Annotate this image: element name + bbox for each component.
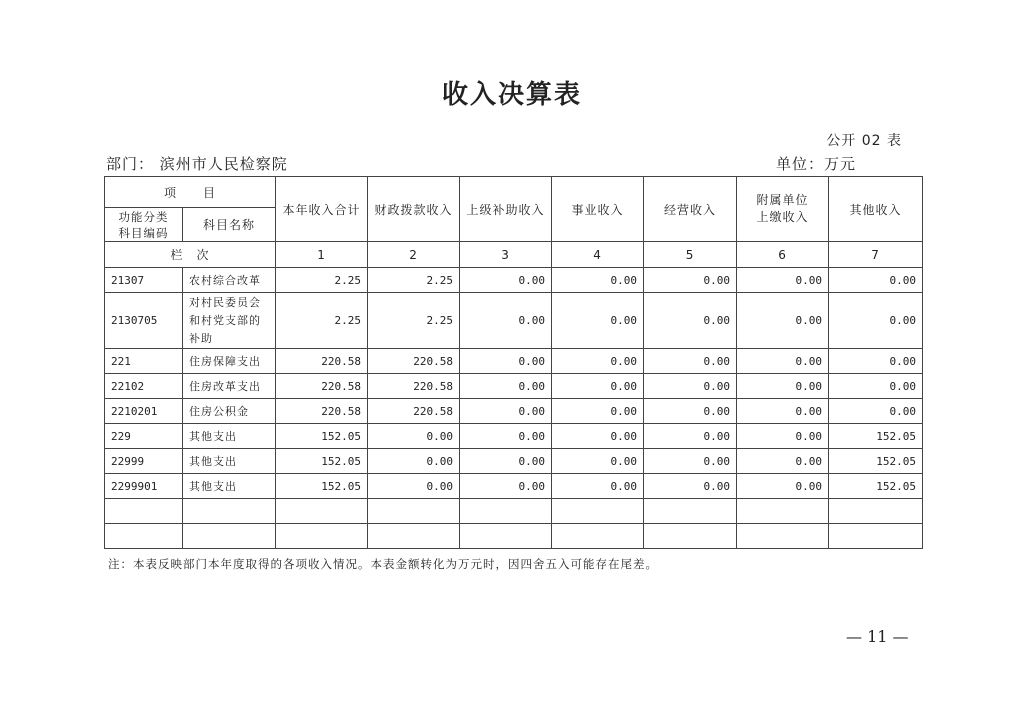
row-value: 0.00 bbox=[737, 424, 829, 449]
empty-row bbox=[105, 524, 923, 549]
empty-cell bbox=[368, 524, 460, 549]
row-value: 2.25 bbox=[368, 293, 460, 349]
empty-cell bbox=[829, 524, 923, 549]
header-lanci: 栏 次 bbox=[105, 242, 276, 268]
row-code: 2130705 bbox=[105, 293, 183, 349]
row-value: 220.58 bbox=[368, 349, 460, 374]
row-value: 2.25 bbox=[276, 293, 368, 349]
header-col-3: 上级补助收入 bbox=[460, 177, 552, 242]
col-num-5: 5 bbox=[644, 242, 737, 268]
empty-cell bbox=[183, 524, 276, 549]
header-col-5: 经营收入 bbox=[644, 177, 737, 242]
header-name: 科目名称 bbox=[183, 208, 276, 242]
footnote: 注：本表反映部门本年度取得的各项收入情况。本表金额转化为万元时，因四舍五入可能存在尾差。 bbox=[108, 557, 658, 571]
row-value: 0.00 bbox=[552, 424, 644, 449]
empty-cell bbox=[460, 499, 552, 524]
table-row bbox=[105, 268, 923, 293]
row-value: 0.00 bbox=[460, 268, 552, 293]
header-col-7: 其他收入 bbox=[829, 177, 923, 242]
table-row bbox=[105, 424, 923, 449]
table-row bbox=[105, 374, 923, 399]
row-value: 220.58 bbox=[276, 399, 368, 424]
row-code: 229 bbox=[105, 424, 183, 449]
row-value: 152.05 bbox=[829, 474, 923, 499]
header-col-6: 附属单位上缴收入 bbox=[737, 177, 829, 242]
empty-cell bbox=[460, 524, 552, 549]
row-name: 农村综合改革 bbox=[183, 268, 276, 293]
row-value: 0.00 bbox=[829, 293, 923, 349]
empty-cell bbox=[276, 499, 368, 524]
col-num-7: 7 bbox=[829, 242, 923, 268]
row-value: 152.05 bbox=[829, 424, 923, 449]
department-line bbox=[106, 153, 288, 174]
row-value: 0.00 bbox=[737, 268, 829, 293]
table-row bbox=[105, 293, 923, 349]
row-code: 2210201 bbox=[105, 399, 183, 424]
row-value: 220.58 bbox=[368, 399, 460, 424]
table-row bbox=[105, 399, 923, 424]
form-number: 公开 02 表 bbox=[826, 133, 902, 149]
empty-cell bbox=[644, 524, 737, 549]
income-table bbox=[104, 176, 923, 549]
empty-cell bbox=[368, 499, 460, 524]
row-value: 0.00 bbox=[737, 449, 829, 474]
row-name: 其他支出 bbox=[183, 424, 276, 449]
row-value: 0.00 bbox=[644, 374, 737, 399]
row-name: 住房公积金 bbox=[183, 399, 276, 424]
col-num-6: 6 bbox=[737, 242, 829, 268]
row-value: 0.00 bbox=[552, 349, 644, 374]
row-value: 0.00 bbox=[829, 349, 923, 374]
row-value: 220.58 bbox=[368, 374, 460, 399]
row-value: 220.58 bbox=[276, 349, 368, 374]
row-name: 其他支出 bbox=[183, 449, 276, 474]
row-value: 0.00 bbox=[460, 399, 552, 424]
empty-cell bbox=[552, 499, 644, 524]
row-value: 0.00 bbox=[829, 399, 923, 424]
department-name: 滨州市人民检察院 bbox=[159, 155, 288, 173]
header-col-1: 本年收入合计 bbox=[276, 177, 368, 242]
row-value: 0.00 bbox=[368, 424, 460, 449]
empty-cell bbox=[737, 524, 829, 549]
row-value: 0.00 bbox=[737, 374, 829, 399]
row-value: 0.00 bbox=[644, 474, 737, 499]
row-value: 0.00 bbox=[552, 374, 644, 399]
row-value: 0.00 bbox=[368, 474, 460, 499]
row-value: 152.05 bbox=[276, 449, 368, 474]
row-value: 0.00 bbox=[644, 399, 737, 424]
table-row bbox=[105, 449, 923, 474]
row-value: 2.25 bbox=[276, 268, 368, 293]
row-value: 0.00 bbox=[552, 293, 644, 349]
row-value: 0.00 bbox=[460, 293, 552, 349]
row-code: 2299901 bbox=[105, 474, 183, 499]
row-name: 住房保障支出 bbox=[183, 349, 276, 374]
row-name: 对村民委员会和村党支部的补助 bbox=[183, 293, 276, 349]
empty-cell bbox=[183, 499, 276, 524]
row-value: 0.00 bbox=[552, 268, 644, 293]
row-value: 0.00 bbox=[460, 374, 552, 399]
row-value: 0.00 bbox=[644, 293, 737, 349]
col-num-3: 3 bbox=[460, 242, 552, 268]
col-num-2: 2 bbox=[368, 242, 460, 268]
unit-label: 单位：万元 bbox=[776, 155, 857, 173]
row-value: 0.00 bbox=[737, 293, 829, 349]
row-value: 0.00 bbox=[644, 449, 737, 474]
table-row bbox=[105, 474, 923, 499]
table-row bbox=[105, 349, 923, 374]
empty-cell bbox=[552, 524, 644, 549]
row-value: 0.00 bbox=[552, 399, 644, 424]
row-value: 0.00 bbox=[460, 424, 552, 449]
page-title: 收入决算表 bbox=[441, 80, 582, 110]
empty-cell bbox=[737, 499, 829, 524]
row-value: 0.00 bbox=[460, 449, 552, 474]
col-num-4: 4 bbox=[552, 242, 644, 268]
row-value: 2.25 bbox=[368, 268, 460, 293]
row-value: 0.00 bbox=[829, 374, 923, 399]
empty-cell bbox=[829, 499, 923, 524]
row-value: 0.00 bbox=[460, 349, 552, 374]
row-value: 0.00 bbox=[552, 449, 644, 474]
empty-row bbox=[105, 499, 923, 524]
row-value: 220.58 bbox=[276, 374, 368, 399]
row-value: 0.00 bbox=[737, 474, 829, 499]
header-item: 项 目 bbox=[105, 177, 276, 208]
row-code: 221 bbox=[105, 349, 183, 374]
row-value: 0.00 bbox=[737, 349, 829, 374]
row-value: 0.00 bbox=[644, 268, 737, 293]
row-value: 0.00 bbox=[829, 268, 923, 293]
row-value: 152.05 bbox=[829, 449, 923, 474]
row-code: 21307 bbox=[105, 268, 183, 293]
row-value: 0.00 bbox=[460, 474, 552, 499]
row-value: 0.00 bbox=[368, 449, 460, 474]
row-value: 0.00 bbox=[552, 474, 644, 499]
header-col-4: 事业收入 bbox=[552, 177, 644, 242]
empty-cell bbox=[105, 499, 183, 524]
department-label: 部门： bbox=[106, 155, 155, 173]
empty-cell bbox=[276, 524, 368, 549]
row-name: 其他支出 bbox=[183, 474, 276, 499]
row-code: 22999 bbox=[105, 449, 183, 474]
row-value: 152.05 bbox=[276, 474, 368, 499]
row-value: 152.05 bbox=[276, 424, 368, 449]
col-num-1: 1 bbox=[276, 242, 368, 268]
row-code: 22102 bbox=[105, 374, 183, 399]
row-value: 0.00 bbox=[644, 349, 737, 374]
empty-cell bbox=[105, 524, 183, 549]
header-code: 功能分类科目编码 bbox=[105, 208, 183, 242]
header-col-2: 财政拨款收入 bbox=[368, 177, 460, 242]
page-number: — 11 — bbox=[846, 627, 909, 646]
row-value: 0.00 bbox=[737, 399, 829, 424]
row-value: 0.00 bbox=[644, 424, 737, 449]
row-name: 住房改革支出 bbox=[183, 374, 276, 399]
empty-cell bbox=[644, 499, 737, 524]
